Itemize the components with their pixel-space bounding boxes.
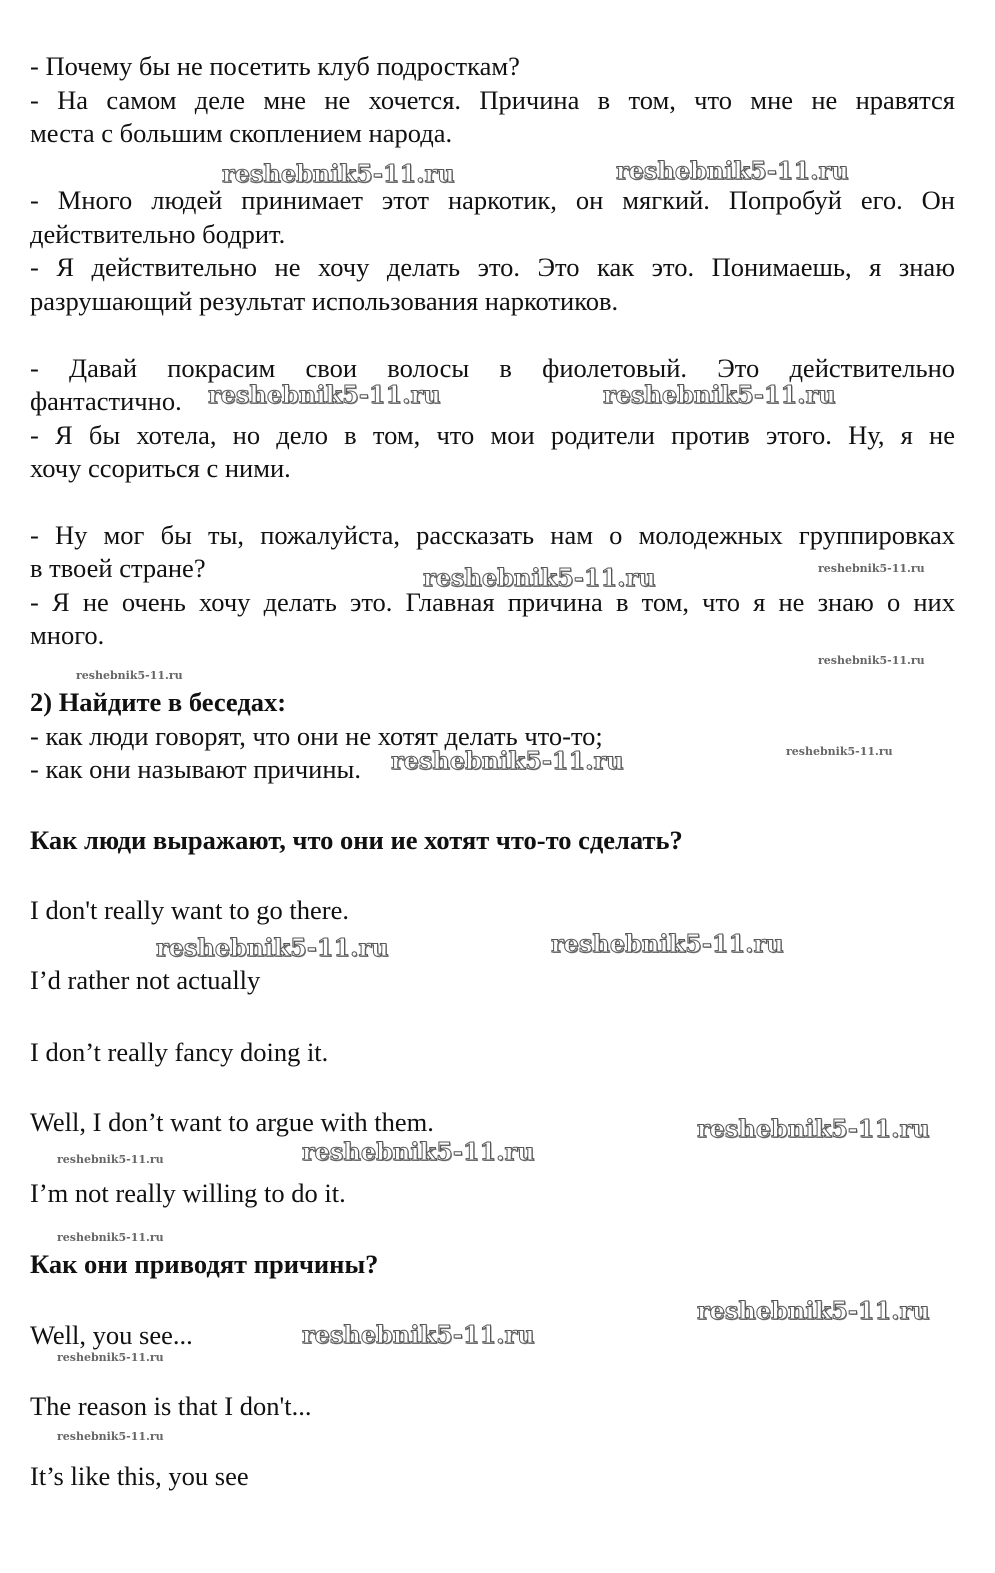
phrase-item: Well, you see...	[30, 1320, 193, 1350]
dialogue-3-question-line-1: - Давай покрасим свои волосы в фиолетовый. Это действительно	[30, 353, 955, 383]
watermark-small: reshebnik5-11.ru	[57, 1231, 164, 1244]
phrase-item: Well, I don’t want to argue with them.	[30, 1107, 434, 1137]
watermark: reshebnik5-11.ru	[616, 156, 849, 185]
section-1-heading: Как люди выражают, что они ие хотят что-то сделать?	[30, 825, 683, 855]
section-2-heading: Как они приводят причины?	[30, 1249, 379, 1279]
dialogue-3-answer-line-2: хочу ссориться с ними.	[30, 453, 291, 483]
watermark-small: reshebnik5-11.ru	[786, 745, 893, 758]
phrase-item: I don't really want to go there.	[30, 895, 349, 925]
dialogue-2-answer-line-2: разрушающий результат использования наркотиков.	[30, 286, 619, 316]
dialogue-4-question-line-2: в твоей стране?	[30, 553, 206, 583]
watermark: reshebnik5-11.ru	[208, 380, 441, 409]
dialogue-4-question-line-1: - Ну мог бы ты, пожалуйста, рассказать нам о молодежных группировках	[30, 520, 955, 550]
watermark: reshebnik5-11.ru	[551, 929, 784, 958]
watermark: reshebnik5-11.ru	[222, 159, 455, 188]
watermark-small: reshebnik5-11.ru	[818, 562, 925, 575]
watermark: reshebnik5-11.ru	[697, 1114, 930, 1143]
dialogue-4-answer-line-2: много.	[30, 620, 105, 650]
dialogue-3-question-line-2: фантастично.	[30, 386, 182, 416]
watermark-small: reshebnik5-11.ru	[57, 1430, 164, 1443]
watermark: reshebnik5-11.ru	[391, 746, 624, 775]
watermark-small: reshebnik5-11.ru	[818, 654, 925, 667]
dialogue-4-answer-line-1: - Я не очень хочу делать это. Главная причина в том, что я не знаю о них	[30, 587, 955, 617]
watermark: reshebnik5-11.ru	[156, 933, 389, 962]
dialogue-1-answer-line-1: - На самом деле мне не хочется. Причина в том, что мне не нравятся	[30, 85, 955, 115]
watermark: reshebnik5-11.ru	[697, 1296, 930, 1325]
dialogue-1-question: - Почему бы не посетить клуб подросткам?	[30, 51, 520, 81]
watermark: reshebnik5-11.ru	[423, 563, 656, 592]
dialogue-3-answer-line-1: - Я бы хотела, но дело в том, что мои родители против этого. Ну, я не	[30, 420, 955, 450]
watermark-small: reshebnik5-11.ru	[57, 1351, 164, 1364]
dialogue-1-answer-line-2: места с большим скоплением народа.	[30, 118, 453, 148]
phrase-item: I’m not really willing to do it.	[30, 1178, 346, 1208]
watermark-small: reshebnik5-11.ru	[57, 1153, 164, 1166]
phrase-item: It’s like this, you see	[30, 1461, 249, 1491]
watermark-small: reshebnik5-11.ru	[76, 669, 183, 682]
dialogue-2-question-line-2: действительно бодрит.	[30, 219, 286, 249]
dialogue-2-answer-line-1: - Я действительно не хочу делать это. Это как это. Понимаешь, я знаю	[30, 252, 955, 282]
task-item-1: - как люди говорят, что они не хотят делать что-то;	[30, 721, 603, 751]
watermark: reshebnik5-11.ru	[302, 1137, 535, 1166]
watermark: reshebnik5-11.ru	[302, 1320, 535, 1349]
watermark: reshebnik5-11.ru	[603, 380, 836, 409]
phrase-item: The reason is that I don't...	[30, 1391, 312, 1421]
phrase-item: I don’t really fancy doing it.	[30, 1037, 329, 1067]
task-item-2: - как они называют причины.	[30, 754, 361, 784]
dialogue-2-question-line-1: - Много людей принимает этот наркотик, он мягкий. Попробуй его. Он	[30, 185, 955, 215]
task-heading: 2) Найдите в беседах:	[30, 687, 287, 717]
phrase-item: I’d rather not actually	[30, 965, 261, 995]
